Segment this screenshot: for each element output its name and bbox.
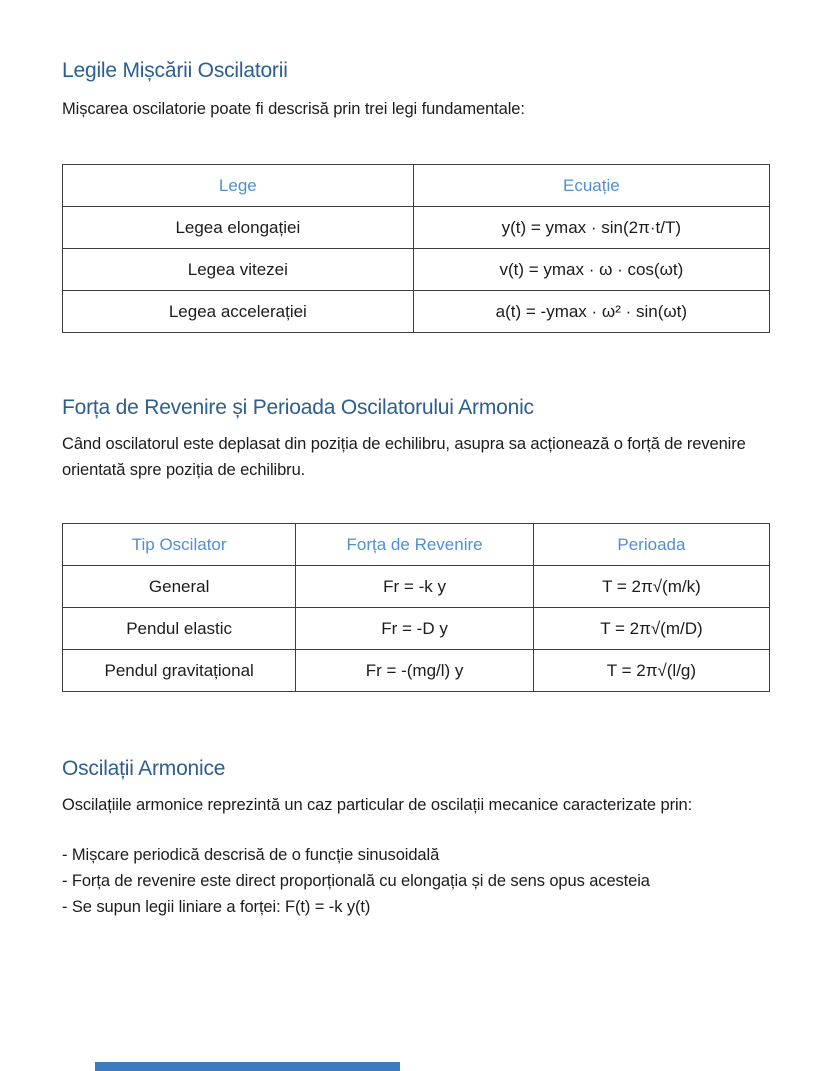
law-equation-cell: y(t) = ymax · sin(2π·t/T) bbox=[413, 207, 769, 249]
characteristics-list bbox=[62, 842, 762, 920]
period-cell: T = 2π√(m/k) bbox=[533, 566, 769, 608]
law-equation-cell: a(t) = -ymax · ω² · sin(ωt) bbox=[413, 291, 769, 333]
table-row bbox=[63, 249, 770, 291]
section-1-heading: Legile Mișcării Oscilatorii bbox=[62, 59, 288, 82]
law-name-cell: Legea accelerației bbox=[63, 291, 414, 333]
law-name-cell: Legea vitezei bbox=[63, 249, 414, 291]
table-row bbox=[63, 650, 770, 692]
oscillator-table-header-row bbox=[63, 524, 770, 566]
laws-table-header-lege: Lege bbox=[63, 165, 414, 207]
section-2-heading: Forța de Revenire și Perioada Oscilatorului Armonic bbox=[62, 396, 534, 419]
table-row bbox=[63, 291, 770, 333]
list-item: - Mișcare periodică descrisă de o funcție sinusoidală bbox=[62, 846, 440, 864]
oscillator-type-cell: Pendul gravitațional bbox=[63, 650, 296, 692]
restoring-force-cell: Fr = -(mg/l) y bbox=[296, 650, 534, 692]
table-row bbox=[63, 566, 770, 608]
period-cell: T = 2π√(l/g) bbox=[533, 650, 769, 692]
list-item: - Se supun legii liniare a forței: F(t) = -k y(t) bbox=[62, 898, 371, 916]
table-row bbox=[63, 608, 770, 650]
laws-table-header-ecuatie: Ecuație bbox=[413, 165, 769, 207]
section-2-intro: Când oscilatorul este deplasat din poziția de echilibru, asupra sa acționează o forță de revenire orientată spre poziția de echilibru. bbox=[62, 435, 746, 479]
oscillator-type-cell: General bbox=[63, 566, 296, 608]
law-equation-cell: v(t) = ymax · ω · cos(ωt) bbox=[413, 249, 769, 291]
period-cell: T = 2π√(m/D) bbox=[533, 608, 769, 650]
laws-table bbox=[62, 164, 770, 333]
laws-table-header-row bbox=[63, 165, 770, 207]
restoring-force-cell: Fr = -k y bbox=[296, 566, 534, 608]
restoring-force-cell: Fr = -D y bbox=[296, 608, 534, 650]
oscillator-table-header-forta: Forța de Revenire bbox=[296, 524, 534, 566]
list-item: - Forța de revenire este direct proporțională cu elongația și de sens opus acesteia bbox=[62, 872, 650, 890]
section-3-intro: Oscilațiile armonice reprezintă un caz particular de oscilații mecanice caracterizate prin: bbox=[62, 796, 693, 814]
oscillator-table bbox=[62, 523, 770, 692]
oscillator-table-header-perioada: Perioada bbox=[533, 524, 769, 566]
oscillator-table-header-tip: Tip Oscilator bbox=[63, 524, 296, 566]
section-1-intro: Mișcarea oscilatorie poate fi descrisă prin trei legi fundamentale: bbox=[62, 100, 525, 118]
oscillator-type-cell: Pendul elastic bbox=[63, 608, 296, 650]
table-row bbox=[63, 207, 770, 249]
section-3-heading: Oscilații Armonice bbox=[62, 757, 226, 780]
law-name-cell: Legea elongației bbox=[63, 207, 414, 249]
bottom-blue-bar bbox=[95, 1062, 400, 1071]
